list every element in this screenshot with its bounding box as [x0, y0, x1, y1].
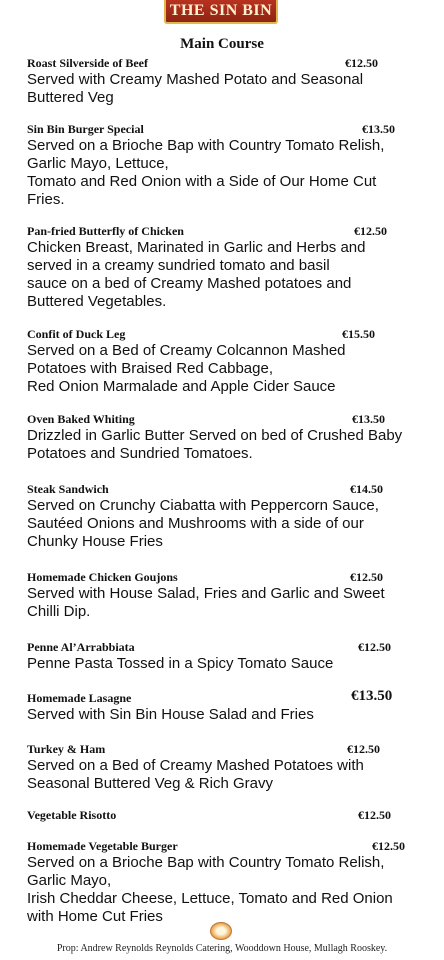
menu-item-description-line: Served on a Bed of Creamy Mashed Potatoes with — [27, 757, 364, 774]
menu-item — [27, 56, 437, 107]
menu-item-description-line: Served on a Brioche Bap with Country Tomato Relish, — [27, 137, 385, 154]
menu-item-price: €12.50 — [372, 839, 405, 853]
menu-item-description-line: Red Onion Marmalade and Apple Cider Sauce — [27, 378, 336, 395]
menu-item-description-line: Served on a Bed of Creamy Colcannon Mashed — [27, 342, 346, 359]
sin-bin-logo — [164, 0, 278, 24]
menu-item-name: Roast Silverside of Beef — [27, 56, 148, 70]
menu-item — [27, 122, 437, 209]
menu-item-description-line: Fries. — [27, 191, 65, 208]
menu-item-header — [27, 570, 437, 585]
menu-item-header — [27, 412, 437, 427]
menu-item — [27, 808, 437, 823]
menu-item-price: €13.50 — [352, 412, 385, 426]
menu-item — [27, 742, 437, 793]
menu-item-description-line: Served with House Salad, Fries and Garlic and Sweet — [27, 585, 385, 602]
menu-item-description-line: Chunky House Fries — [27, 533, 163, 550]
menu-item-description-line: Chilli Dip. — [27, 603, 91, 620]
menu-item — [27, 327, 437, 396]
menu-item-name: Steak Sandwich — [27, 482, 109, 496]
menu-item — [27, 839, 437, 926]
menu-item-name: Pan-fried Butterfly of Chicken — [27, 224, 184, 238]
menu-item-price: €13.50 — [351, 688, 393, 704]
menu-item-name: Sin Bin Burger Special — [27, 122, 144, 136]
menu-item-description-line: Served on Crunchy Ciabatta with Peppercorn Sauce, — [27, 497, 379, 514]
menu-item — [27, 224, 437, 311]
menu-item-description-line: Tomato and Red Onion with a Side of Our Home Cut — [27, 173, 377, 190]
menu-item-description-line: Irish Cheddar Cheese, Lettuce, Tomato and Red Onion — [27, 890, 393, 907]
menu-item — [27, 482, 437, 551]
menu-item-description-line: sauce on a bed of Creamy Mashed potatoes and — [27, 275, 352, 292]
menu-item-description-line: Potatoes with Braised Red Cabbage, — [27, 360, 273, 377]
menu-item-name: Vegetable Risotto — [27, 808, 117, 822]
menu-item-name: Homemade Vegetable Burger — [27, 839, 178, 853]
menu-item-header — [27, 640, 437, 655]
menu-item-description-line: Drizzled in Garlic Butter Served on bed of Crushed Baby — [27, 427, 403, 444]
footer-text: Prop: Andrew Reynolds Reynolds Catering, Wooddown House, Mullagh Rooskey. — [56, 943, 388, 954]
menu-item — [27, 412, 437, 463]
menu-item-description-line: Garlic Mayo, — [27, 872, 112, 889]
menu-item-header — [27, 482, 437, 497]
menu-item-price: €12.50 — [345, 56, 378, 70]
menu-item-description-line: Buttered Veg — [27, 89, 114, 106]
menu-item-description-line: with Home Cut Fries — [27, 908, 163, 925]
menu-item-name: Homemade Chicken Goujons — [27, 570, 178, 584]
menu-item-price: €12.50 — [358, 808, 391, 822]
menu-item-description-line: Sautéed Onions and Mushrooms with a side of our — [27, 515, 364, 532]
menu-item-name: Homemade Lasagne — [27, 691, 132, 705]
logo-text: THE SIN BIN — [169, 2, 273, 19]
menu-item-price: €14.50 — [350, 482, 383, 496]
menu-item-description-line: Garlic Mayo, Lettuce, — [27, 155, 169, 172]
catering-logo-icon — [210, 922, 232, 940]
menu-item-description-line: Chicken Breast, Marinated in Garlic and Herbs and — [27, 239, 366, 256]
menu-item-name: Oven Baked Whiting — [27, 412, 135, 426]
menu-item-description-line: Potatoes and Sundried Tomatoes. — [27, 445, 253, 462]
menu-item-description-line: Served with Creamy Mashed Potato and Seasonal — [27, 71, 364, 88]
menu-item-description-line: Served on a Brioche Bap with Country Tomato Relish, — [27, 854, 385, 871]
menu-item-price: €12.50 — [354, 224, 387, 238]
menu-item-header — [27, 122, 437, 137]
menu-item-header — [27, 224, 437, 239]
menu-item-description-line: Seasonal Buttered Veg & Rich Gravy — [27, 775, 273, 792]
menu-item-description-line: Buttered Vegetables. — [27, 293, 167, 310]
menu-item-name: Penne Al’Arrabbiata — [27, 640, 135, 654]
menu-item-name: Confit of Duck Leg — [27, 327, 126, 341]
menu-item-header — [27, 808, 437, 823]
menu-item-price: €15.50 — [342, 327, 375, 341]
menu-item — [27, 640, 437, 673]
menu-item-header — [27, 327, 437, 342]
menu-item-price: €12.50 — [350, 570, 383, 584]
menu-item-price: €12.50 — [358, 640, 391, 654]
menu-item-header — [27, 742, 437, 757]
menu-item-header — [27, 688, 437, 706]
menu-item-price: €12.50 — [347, 742, 380, 756]
menu-item-description-line: served in a creamy sundried tomato and basil — [27, 257, 330, 274]
menu-item-description-line: Penne Pasta Tossed in a Spicy Tomato Sauce — [27, 655, 334, 672]
menu-item-description-line: Served with Sin Bin House Salad and Fries — [27, 706, 314, 723]
menu-item — [27, 688, 437, 724]
menu-item-header — [27, 839, 437, 854]
menu-heading: Main Course — [180, 36, 264, 52]
menu-item-name: Turkey & Ham — [27, 742, 106, 756]
menu-item — [27, 570, 437, 621]
menu-item-header — [27, 56, 437, 71]
menu-item-price: €13.50 — [362, 122, 395, 136]
